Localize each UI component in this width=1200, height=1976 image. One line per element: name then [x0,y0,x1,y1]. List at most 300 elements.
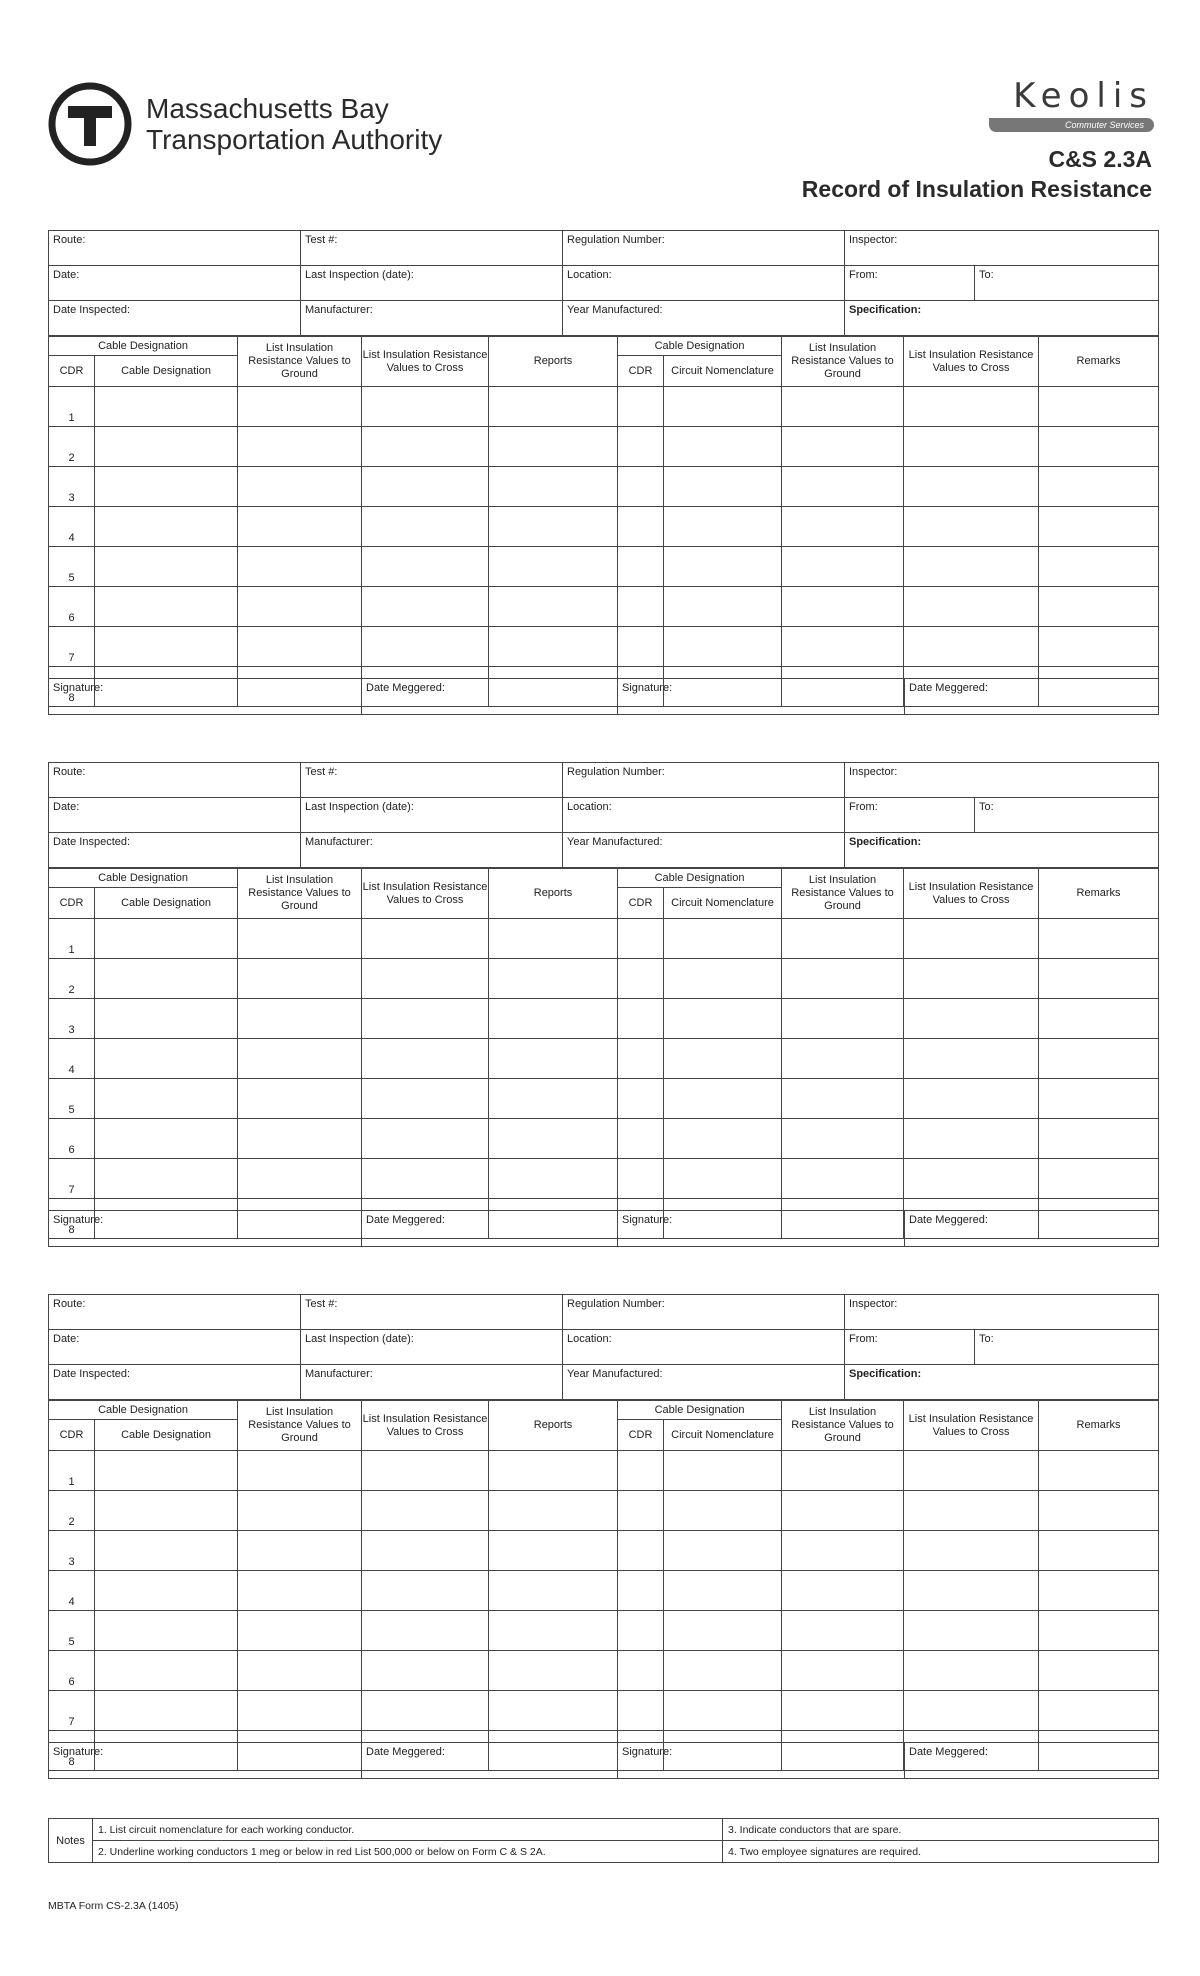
manufacturer-field[interactable]: Manufacturer: [301,301,563,336]
regulation-number-field[interactable]: Regulation Number: [563,763,845,798]
last-inspection-field[interactable]: Last Inspection (date): [301,266,563,301]
row-number: 3 [49,999,95,1039]
cell[interactable] [618,1451,664,1491]
cell[interactable] [362,1651,489,1691]
from-field[interactable]: From: [845,798,975,833]
cell[interactable] [782,507,904,547]
circuit-nomenclature-header: Circuit Nomenclature [664,356,782,387]
date-meggered-field[interactable]: Date Meggered: [362,1743,618,1779]
cell[interactable] [904,627,1039,667]
cell[interactable] [904,1691,1039,1731]
cell[interactable] [95,919,238,959]
date-field[interactable]: Date: [49,266,301,301]
row-number: 1 [49,1451,95,1491]
cell[interactable] [782,1531,904,1571]
cell[interactable] [1039,1119,1159,1159]
cell[interactable] [664,999,782,1039]
cell[interactable] [489,1451,618,1491]
cdr-header: CDR [49,1420,95,1451]
cell[interactable] [1039,387,1159,427]
row-number: 5 [49,547,95,587]
row-number: 4 [49,1571,95,1611]
cell[interactable] [618,467,664,507]
cell[interactable] [904,1451,1039,1491]
form-title: Record of Insulation Resistance [801,176,1152,202]
cell[interactable] [362,427,489,467]
cell[interactable] [95,1491,238,1531]
cell[interactable] [1039,1039,1159,1079]
cell[interactable] [1039,1571,1159,1611]
cell[interactable] [95,1531,238,1571]
cell[interactable] [904,1039,1039,1079]
cell[interactable] [95,1159,238,1199]
cell[interactable] [782,467,904,507]
cell[interactable] [1039,467,1159,507]
cell[interactable] [489,1039,618,1079]
cell[interactable] [95,1651,238,1691]
cell[interactable] [618,1611,664,1651]
regulation-number-field[interactable]: Regulation Number: [563,1295,845,1330]
test-number-field[interactable]: Test #: [301,1295,563,1330]
cell[interactable] [664,507,782,547]
cell[interactable] [95,1691,238,1731]
row-number: 1 [49,387,95,427]
year-manufactured-field[interactable]: Year Manufactured: [563,1365,845,1400]
cell[interactable] [1039,999,1159,1039]
cell[interactable] [664,627,782,667]
cell[interactable] [238,507,362,547]
cell[interactable] [489,1119,618,1159]
ground-values-header: List Insulation Resistance Values to Ground [238,337,362,387]
cell[interactable] [782,427,904,467]
cable-designation-header-right: Cable Designation [618,1401,782,1420]
ground-values-header-right: List Insulation Resistance Values to Ground [782,869,904,919]
organization-name [146,93,442,155]
cell[interactable] [489,1531,618,1571]
cell[interactable] [782,1571,904,1611]
cell[interactable] [664,1611,782,1651]
cdr-header: CDR [49,888,95,919]
cell[interactable] [618,627,664,667]
cell[interactable] [904,1651,1039,1691]
row-number: 4 [49,507,95,547]
cross-values-header-right: List Insulation Resistance Values to Cross [904,1401,1039,1451]
cell[interactable] [904,1159,1039,1199]
cell[interactable] [1039,1651,1159,1691]
cross-values-header-right: List Insulation Resistance Values to Cross [904,869,1039,919]
cell[interactable] [489,999,618,1039]
cell[interactable] [618,1651,664,1691]
cross-values-header: List Insulation Resistance Values to Cross [362,337,489,387]
cell[interactable] [618,547,664,587]
cell[interactable] [95,1451,238,1491]
cell[interactable] [904,999,1039,1039]
cell[interactable] [238,1611,362,1651]
cell[interactable] [238,467,362,507]
cell[interactable] [664,1691,782,1731]
manufacturer-field[interactable]: Manufacturer: [301,1365,563,1400]
ground-values-header: List Insulation Resistance Values to Ground [238,1401,362,1451]
cell[interactable] [904,387,1039,427]
cell[interactable] [238,959,362,999]
cell[interactable] [95,1571,238,1611]
date-meggered-field-2[interactable]: Date Meggered: [905,1211,1159,1247]
cell[interactable] [362,1691,489,1731]
table-row [49,427,1159,467]
cell[interactable] [782,1491,904,1531]
signature-bar-3 [48,1742,1158,1779]
cell[interactable] [95,507,238,547]
cell[interactable] [362,1571,489,1611]
cell[interactable] [904,1531,1039,1571]
cell[interactable] [1039,1611,1159,1651]
cell[interactable] [782,1159,904,1199]
cell[interactable] [1039,1531,1159,1571]
cell[interactable] [362,1119,489,1159]
cell[interactable] [664,427,782,467]
cell[interactable] [618,427,664,467]
cell[interactable] [782,387,904,427]
cell[interactable] [238,1651,362,1691]
cell[interactable] [618,1571,664,1611]
route-field[interactable]: Route: [49,231,301,266]
table-row [49,1491,1159,1531]
cell[interactable] [904,959,1039,999]
note-1: 1. List circuit nomenclature for each working conductor. [93,1819,723,1841]
cell[interactable] [904,1079,1039,1119]
test-number-field[interactable]: Test #: [301,231,563,266]
mbta-t-icon [48,82,132,166]
cell[interactable] [782,627,904,667]
cell[interactable] [238,1451,362,1491]
inspector-field[interactable]: Inspector: [845,1295,1159,1330]
cell[interactable] [1039,1159,1159,1199]
table-row [49,1611,1159,1651]
location-field[interactable]: Location: [563,798,845,833]
cell[interactable] [238,1039,362,1079]
cell[interactable] [489,1159,618,1199]
last-inspection-field[interactable]: Last Inspection (date): [301,798,563,833]
cell[interactable] [618,387,664,427]
cell[interactable] [664,387,782,427]
keolis-logo [989,76,1154,132]
row-number: 6 [49,1651,95,1691]
cdr-header: CDR [49,356,95,387]
cell[interactable] [782,1039,904,1079]
cell[interactable] [1039,919,1159,959]
cell[interactable] [95,959,238,999]
cell[interactable] [238,1691,362,1731]
signature-field-2[interactable]: Signature: [618,679,905,715]
record-block-2 [48,762,1158,1239]
year-manufactured-field[interactable]: Year Manufactured: [563,833,845,868]
cell[interactable] [95,1611,238,1651]
cell[interactable] [238,427,362,467]
row-number: 2 [49,427,95,467]
cell[interactable] [489,427,618,467]
cell[interactable] [904,1119,1039,1159]
cell[interactable] [782,547,904,587]
note-3: 3. Indicate conductors that are spare. [723,1819,1159,1841]
cell[interactable] [782,1651,904,1691]
cell[interactable] [904,427,1039,467]
cell[interactable] [664,1079,782,1119]
notes-label: Notes [49,1819,93,1863]
ground-values-header: List Insulation Resistance Values to Ground [238,869,362,919]
cell[interactable] [1039,1451,1159,1491]
cell[interactable] [782,1451,904,1491]
cell[interactable] [618,1039,664,1079]
table-row [49,627,1159,667]
insulation-grid [48,336,1159,707]
cell[interactable] [362,587,489,627]
cell[interactable] [1039,1079,1159,1119]
to-field[interactable]: To: [975,798,1159,833]
inspector-field[interactable]: Inspector: [845,763,1159,798]
cell[interactable] [618,1491,664,1531]
cell[interactable] [664,1159,782,1199]
cell[interactable] [489,387,618,427]
cell[interactable] [362,627,489,667]
cell[interactable] [95,387,238,427]
cell[interactable] [362,999,489,1039]
cell[interactable] [238,627,362,667]
cell[interactable] [1039,959,1159,999]
cell[interactable] [618,1531,664,1571]
cell[interactable] [782,1119,904,1159]
cell[interactable] [238,919,362,959]
regulation-number-field[interactable]: Regulation Number: [563,231,845,266]
specification-field[interactable]: Specification: [845,301,1159,336]
row-number: 7 [49,1159,95,1199]
date-inspected-field[interactable]: Date Inspected: [49,833,301,868]
cell[interactable] [782,999,904,1039]
cell[interactable] [618,1119,664,1159]
cell[interactable] [489,587,618,627]
cell[interactable] [362,1611,489,1651]
cell[interactable] [238,1159,362,1199]
cell[interactable] [664,1651,782,1691]
to-field[interactable]: To: [975,1330,1159,1365]
route-field[interactable]: Route: [49,763,301,798]
record-info-table [48,1294,1159,1400]
form-id: MBTA Form CS-2.3A (1405) [48,1900,179,1912]
cell[interactable] [1039,587,1159,627]
cell[interactable] [489,1651,618,1691]
date-meggered-field[interactable]: Date Meggered: [362,1211,618,1247]
cell[interactable] [95,547,238,587]
cell[interactable] [1039,507,1159,547]
cell[interactable] [238,1079,362,1119]
remarks-header: Remarks [1039,1401,1159,1451]
cell[interactable] [664,1491,782,1531]
table-row [49,1159,1159,1199]
cell[interactable] [904,919,1039,959]
cable-designation-header-right: Cable Designation [618,869,782,888]
cell[interactable] [362,387,489,427]
cell[interactable] [238,387,362,427]
record-info-table [48,230,1159,336]
cell[interactable] [489,627,618,667]
cell[interactable] [904,1611,1039,1651]
cell[interactable] [664,547,782,587]
cell[interactable] [618,587,664,627]
cell[interactable] [904,587,1039,627]
cell[interactable] [664,1119,782,1159]
date-inspected-field[interactable]: Date Inspected: [49,301,301,336]
cell[interactable] [362,467,489,507]
cell[interactable] [904,467,1039,507]
table-row [49,999,1159,1039]
cell[interactable] [618,959,664,999]
cell[interactable] [1039,427,1159,467]
signature-field[interactable]: Signature: [49,1211,362,1247]
cell[interactable] [238,999,362,1039]
cell[interactable] [362,1159,489,1199]
to-field[interactable]: To: [975,266,1159,301]
specification-field[interactable]: Specification: [845,1365,1159,1400]
cable-designation-header: Cable Designation [49,1401,238,1420]
cell[interactable] [782,959,904,999]
cell[interactable] [362,1531,489,1571]
cell[interactable] [489,547,618,587]
cell[interactable] [618,507,664,547]
cell[interactable] [664,587,782,627]
cell[interactable] [489,1691,618,1731]
cell[interactable] [489,959,618,999]
signature-field[interactable]: Signature: [49,679,362,715]
notes-section [48,1818,1158,1863]
date-field[interactable]: Date: [49,798,301,833]
cross-values-header-right: List Insulation Resistance Values to Cross [904,337,1039,387]
cell[interactable] [238,1531,362,1571]
cell[interactable] [362,507,489,547]
route-field[interactable]: Route: [49,1295,301,1330]
cell[interactable] [95,999,238,1039]
cell[interactable] [362,547,489,587]
cell[interactable] [95,627,238,667]
cell[interactable] [95,427,238,467]
table-row [49,467,1159,507]
cell[interactable] [238,547,362,587]
cell[interactable] [362,1079,489,1119]
cell[interactable] [489,1491,618,1531]
from-field[interactable]: From: [845,1330,975,1365]
cell[interactable] [238,1571,362,1611]
cell[interactable] [664,1571,782,1611]
table-row [49,919,1159,959]
cell[interactable] [1039,627,1159,667]
cell[interactable] [782,1691,904,1731]
date-inspected-field[interactable]: Date Inspected: [49,1365,301,1400]
row-number: 3 [49,1531,95,1571]
cell[interactable] [618,999,664,1039]
cell[interactable] [904,547,1039,587]
cell[interactable] [238,1491,362,1531]
location-field[interactable]: Location: [563,1330,845,1365]
row-number: 8 [49,1731,95,1771]
insulation-grid [48,868,1159,1239]
form-heading [802,144,1152,204]
cell[interactable] [782,1079,904,1119]
cell[interactable] [362,1039,489,1079]
date-meggered-field-2[interactable]: Date Meggered: [905,1743,1159,1779]
signature-field-2[interactable]: Signature: [618,1211,905,1247]
cell[interactable] [782,919,904,959]
cell[interactable] [489,1079,618,1119]
cell[interactable] [1039,1491,1159,1531]
cell[interactable] [664,467,782,507]
cell[interactable] [618,919,664,959]
cell[interactable] [489,919,618,959]
cell[interactable] [904,1571,1039,1611]
from-field[interactable]: From: [845,266,975,301]
cell[interactable] [664,1039,782,1079]
cell[interactable] [489,507,618,547]
cell[interactable] [782,1611,904,1651]
inspector-field[interactable]: Inspector: [845,231,1159,266]
row-number: 8 [49,667,95,707]
last-inspection-field[interactable]: Last Inspection (date): [301,1330,563,1365]
cell[interactable] [1039,1691,1159,1731]
cell[interactable] [362,1451,489,1491]
cell[interactable] [904,1491,1039,1531]
specification-field[interactable]: Specification: [845,833,1159,868]
cell[interactable] [95,467,238,507]
table-row [49,1691,1159,1731]
signature-field-2[interactable]: Signature: [618,1743,905,1779]
cell[interactable] [618,1079,664,1119]
cell[interactable] [362,1491,489,1531]
row-number: 2 [49,959,95,999]
row-number: 6 [49,587,95,627]
signature-table [48,678,1159,715]
cell[interactable] [95,1079,238,1119]
cell[interactable] [664,1531,782,1571]
test-number-field[interactable]: Test #: [301,763,563,798]
cell[interactable] [95,587,238,627]
cell[interactable] [1039,547,1159,587]
cell[interactable] [904,507,1039,547]
cell[interactable] [664,1451,782,1491]
date-meggered-field[interactable]: Date Meggered: [362,679,618,715]
manufacturer-field[interactable]: Manufacturer: [301,833,563,868]
location-field[interactable]: Location: [563,266,845,301]
cell[interactable] [362,959,489,999]
cell[interactable] [618,1159,664,1199]
org-name-line1: Massachusetts Bay [146,93,389,124]
cell[interactable] [238,1119,362,1159]
cell[interactable] [489,467,618,507]
cell[interactable] [95,1039,238,1079]
table-row [49,587,1159,627]
cell[interactable] [95,1119,238,1159]
signature-field[interactable]: Signature: [49,1743,362,1779]
cell[interactable] [618,1691,664,1731]
cell[interactable] [782,587,904,627]
cell[interactable] [489,1611,618,1651]
cell[interactable] [664,919,782,959]
date-meggered-field-2[interactable]: Date Meggered: [905,679,1159,715]
date-field[interactable]: Date: [49,1330,301,1365]
reports-header: Reports [489,1401,618,1451]
year-manufactured-field[interactable]: Year Manufactured: [563,301,845,336]
cell[interactable] [362,919,489,959]
cell[interactable] [238,587,362,627]
cell[interactable] [489,1571,618,1611]
cell[interactable] [664,959,782,999]
note-2: 2. Underline working conductors 1 meg or below in red List 500,000 or below on Form C & S 2A. [93,1841,723,1863]
